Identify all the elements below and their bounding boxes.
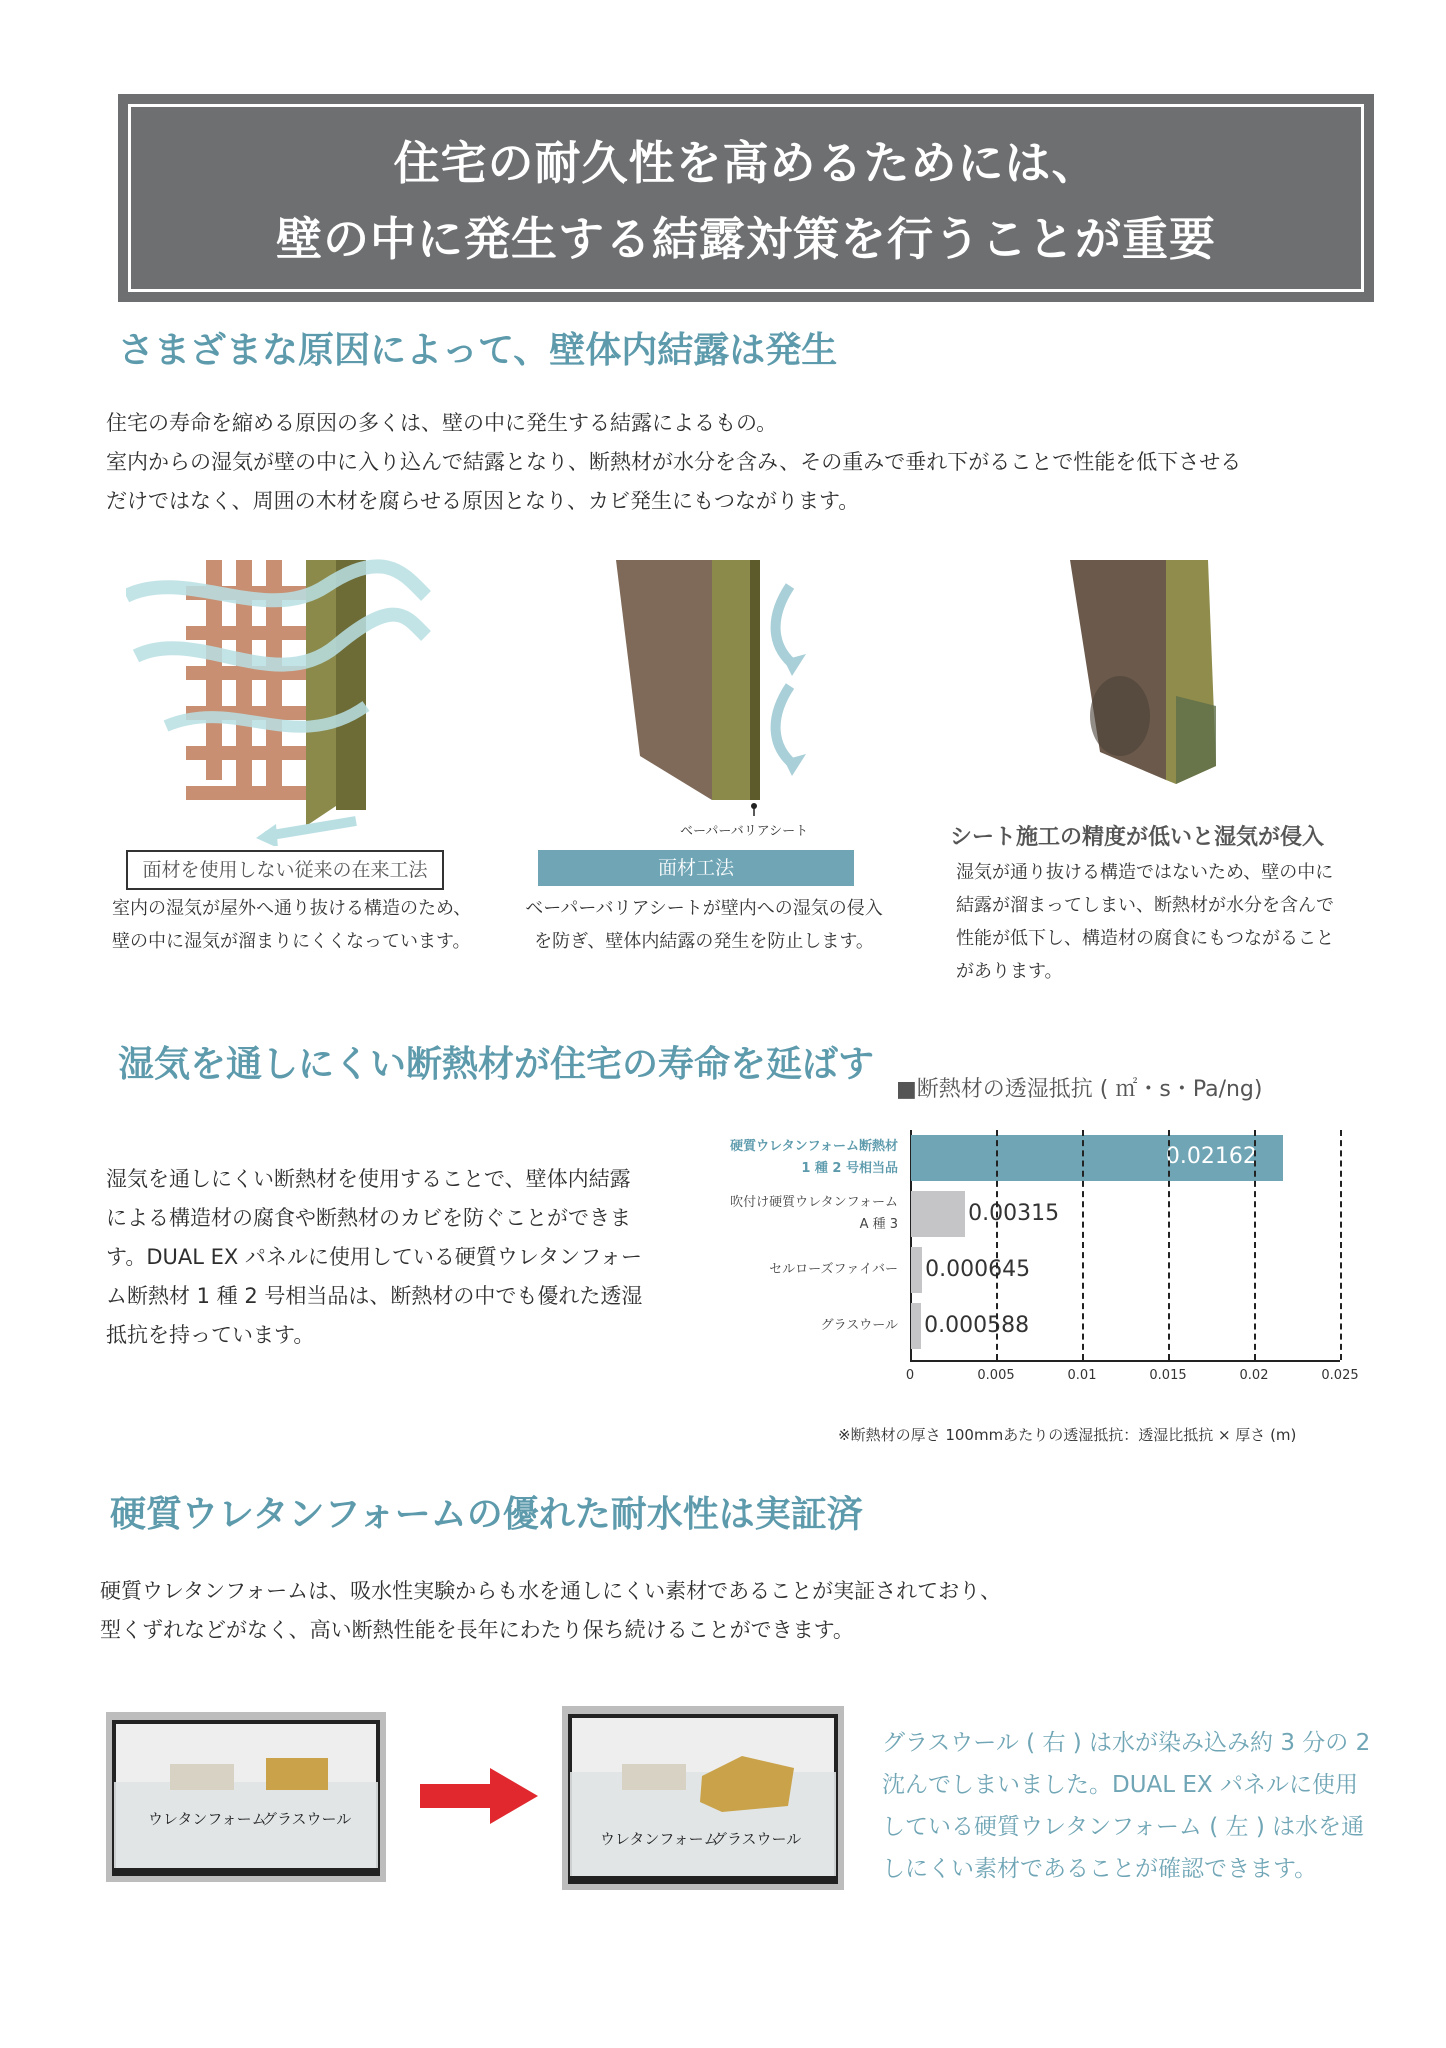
caption-line: ベーパーバリアシートが壁内への湿気の侵入 xyxy=(525,898,883,919)
section1-heading: さまざまな原因によって、壁体内結露は発生 xyxy=(118,330,838,371)
chart-category-label xyxy=(769,1259,898,1281)
header-title-line1: 住宅の耐久性を高めるためには、 xyxy=(393,136,1099,190)
panel3-title: シート施工の精度が低いと湿気が侵入 xyxy=(950,825,1325,850)
chart-bar xyxy=(911,1303,921,1349)
chart-category-label-line: 吹付け硬質ウレタンフォーム xyxy=(730,1195,898,1210)
paragraph-line: ム断熱材 1 種 2 号相当品は、断熱材の中でも優れた透湿 xyxy=(106,1284,643,1308)
section2-heading: 湿気を通しにくい断熱材が住宅の寿命を延ばす xyxy=(118,1044,875,1085)
chart-grid-line xyxy=(996,1130,998,1360)
chart-grid-line xyxy=(1168,1130,1170,1360)
paragraph-line: 抵抗を持っています。 xyxy=(106,1323,315,1347)
panel3-caption xyxy=(956,856,1334,988)
glass-wool-label: グラスウール xyxy=(712,1830,802,1848)
caption-line: 性能が低下し、構造材の腐食にもつながること xyxy=(956,928,1334,949)
water-test-before-photo xyxy=(106,1712,386,1882)
chart-category-label-line: セルローズファイバー xyxy=(769,1262,898,1277)
paragraph-line: による構造材の腐食や断熱材のカビを防ぐことができま xyxy=(106,1206,631,1230)
paragraph-line: す。DUAL EX パネルに使用している硬質ウレタンフォー xyxy=(106,1245,643,1269)
chart-bar-value-label: 0.02162 xyxy=(1165,1144,1257,1169)
chart-grid-line xyxy=(1340,1130,1342,1360)
chart-x-tick-label: 0.015 xyxy=(1149,1368,1187,1383)
chart-bar xyxy=(911,1247,922,1293)
paragraph-line: 硬質ウレタンフォームは、吸水性実験からも水を通しにくい素材であることが実証されており、 xyxy=(100,1579,1002,1603)
chart-bar xyxy=(911,1191,965,1237)
chart-title: ■断熱材の透湿抵抗 ( ㎡・s・Pa/ng) xyxy=(896,1077,1263,1102)
note-line: 沈んでしまいました。DUAL EX パネルに使用 xyxy=(882,1772,1359,1798)
caption-line: 結露が溜まってしまい、断熱材が水分を含んで xyxy=(956,895,1334,916)
sheathing-wall-illustration xyxy=(540,556,850,816)
header-banner xyxy=(118,94,1374,302)
caption-line: があります。 xyxy=(956,961,1063,982)
chart-x-tick-label: 0.005 xyxy=(977,1368,1015,1383)
note-line: グラスウール ( 右 ) は水が染み込み約 3 分の 2 xyxy=(882,1730,1371,1756)
header-title-line2: 壁の中に発生する結露対策を行うことが重要 xyxy=(276,212,1216,266)
section2-paragraph xyxy=(106,1160,642,1355)
paragraph-line: 型くずれなどがなく、高い断熱性能を長年にわたり保ち続けることができます。 xyxy=(100,1618,854,1642)
paragraph-line: 湿気を通しにくい断熱材を使用することで、壁体内結露 xyxy=(106,1167,631,1191)
chart-grid-line xyxy=(1082,1130,1084,1360)
sheathing-caption xyxy=(514,892,894,958)
water-test-after-photo xyxy=(562,1706,844,1890)
chart-bar-value-label: 0.000645 xyxy=(925,1257,1031,1282)
paragraph-line: 室内からの湿気が壁の中に入り込んで結露となり、断熱材が水分を含み、その重みで垂れ下がることで性能を低下させる xyxy=(106,450,1242,474)
paragraph-line: だけではなく、周囲の木材を腐らせる原因となり、カビ発生にもつながります。 xyxy=(106,489,860,513)
chart-grid-line xyxy=(1254,1130,1256,1360)
conventional-method-label: 面材を使用しない従来の在来工法 xyxy=(126,850,444,890)
urethane-foam-label: ウレタンフォーム xyxy=(148,1810,267,1828)
caption-line: を防ぎ、壁体内結露の発生を防止します。 xyxy=(534,931,874,952)
moisture-damage-illustration xyxy=(990,556,1270,790)
section3-paragraph xyxy=(100,1572,1001,1650)
chart-category-label-line: A 種 3 xyxy=(859,1217,898,1232)
chart-category-label xyxy=(730,1136,898,1180)
urethane-foam-label: ウレタンフォーム xyxy=(600,1830,719,1848)
caption-line: 湿気が通り抜ける構造ではないため、壁の中に xyxy=(956,862,1334,883)
chart-x-tick-label: 0.025 xyxy=(1321,1368,1359,1383)
chart-bar-value-label: 0.000588 xyxy=(924,1313,1030,1338)
water-test-note xyxy=(882,1722,1370,1890)
chart-category-label-line: 硬質ウレタンフォーム断熱材 xyxy=(730,1139,898,1154)
paragraph-line: 住宅の寿命を縮める原因の多くは、壁の中に発生する結露によるもの。 xyxy=(106,411,778,435)
moisture-resistance-chart xyxy=(700,1130,1380,1450)
note-line: しにくい素材であることが確認できます。 xyxy=(882,1856,1318,1882)
chart-footnote: ※断熱材の厚さ 100mmあたりの透湿抵抗：透湿比抵抗 × 厚さ (m) xyxy=(838,1426,1297,1444)
chart-x-tick-label: 0.02 xyxy=(1239,1368,1269,1383)
conventional-caption xyxy=(112,892,471,958)
note-line: している硬質ウレタンフォーム ( 左 ) は水を通 xyxy=(882,1814,1365,1840)
caption-line: 壁の中に湿気が溜まりにくくなっています。 xyxy=(112,931,471,952)
section3-heading: 硬質ウレタンフォームの優れた耐水性は実証済 xyxy=(110,1494,863,1535)
red-arrow-icon xyxy=(420,1766,540,1826)
chart-bar-value-label: 0.00315 xyxy=(968,1201,1060,1226)
header-frame xyxy=(128,104,1364,292)
chart-x-tick-label: 0 xyxy=(905,1368,915,1383)
chart-x-tick-label: 0.01 xyxy=(1067,1368,1097,1383)
chart-category-label xyxy=(730,1192,898,1236)
glass-wool-label: グラスウール xyxy=(262,1810,352,1828)
chart-category-label-line: グラスウール xyxy=(820,1318,898,1333)
chart-x-axis-line xyxy=(910,1360,1340,1362)
sheathing-method-label: 面材工法 xyxy=(538,850,854,886)
caption-line: 室内の湿気が屋外へ通り抜ける構造のため、 xyxy=(112,898,472,919)
conventional-wall-illustration xyxy=(126,556,436,846)
chart-category-label-line: 1 種 2 号相当品 xyxy=(801,1161,898,1176)
chart-category-label xyxy=(821,1315,898,1337)
vapor-barrier-pointer-label: ベーパーバリアシート xyxy=(680,824,809,839)
section1-paragraph xyxy=(106,404,1241,521)
